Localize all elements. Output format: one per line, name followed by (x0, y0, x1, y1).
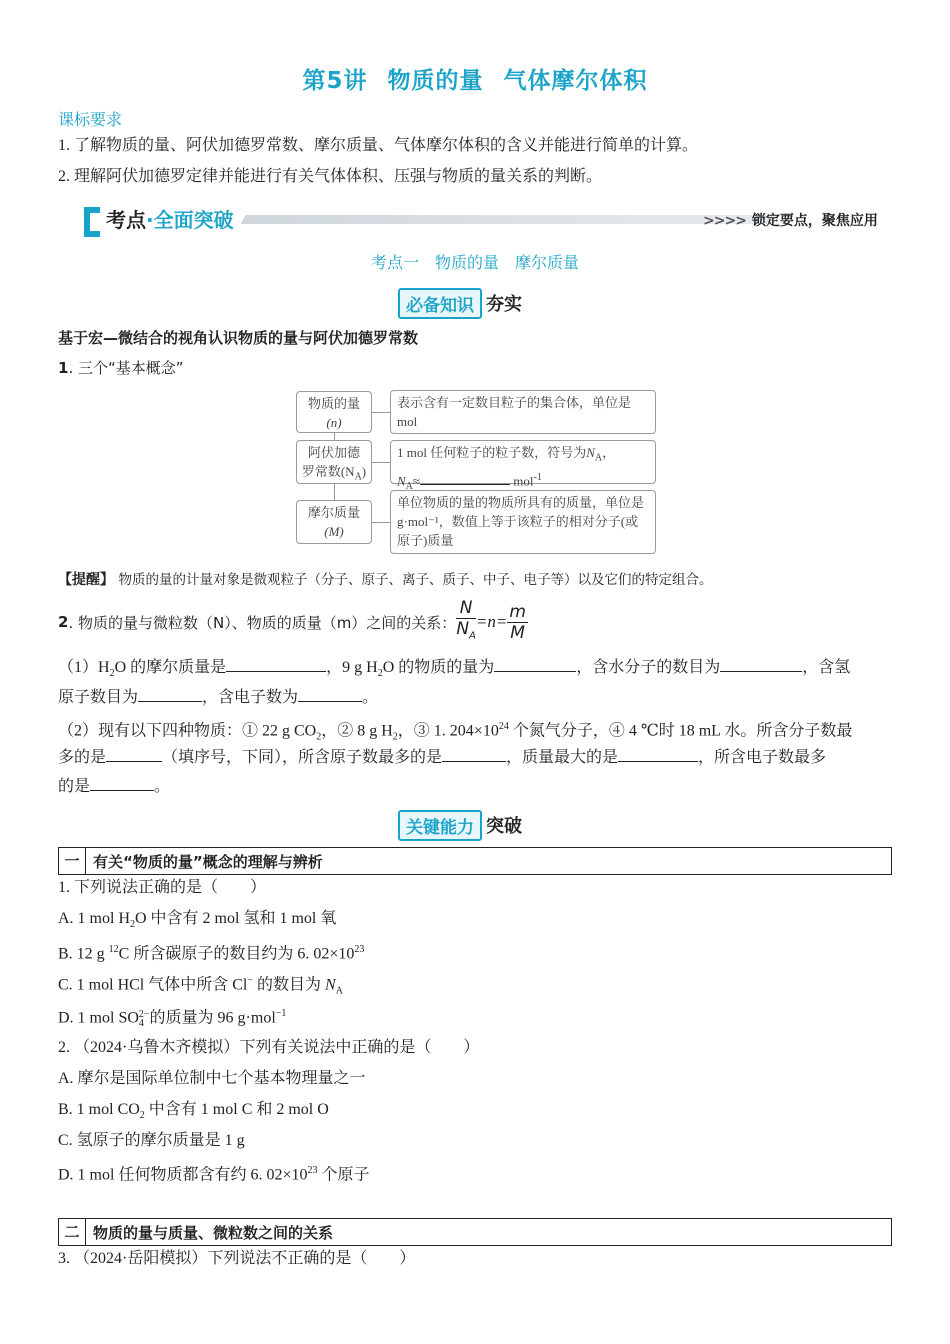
banner-slogan: >>>> 锁定要点，聚焦应用 (703, 213, 878, 229)
fill-question-1: $(1)H_2O$ 的摩尔质量是 ，9 g $H_2O$ 的物质的量为 ，含水分子的数目为 ，含氢 (58, 656, 850, 685)
title-topic-2: 气体摩尔体积 (503, 68, 648, 94)
topic-number: 二 (59, 1219, 86, 1245)
topic-box-2 (58, 1218, 892, 1246)
concept-avogadro-def: 1 mol 任何粒子的粒子数，符号为$N_A$， $N_A\approx mol^{-1}$ (390, 440, 656, 484)
section-heading: 考点一 物质的量 摩尔质量 (370, 253, 579, 272)
banner-bar (240, 215, 777, 224)
answer-blank[interactable] (720, 656, 802, 672)
knowledge-pill: 必备知识 夯实 (398, 290, 522, 316)
concept-amount-def: 表示含有一定数目粒子的集合体，单位是 mol (390, 390, 656, 434)
ability-pill: 关键能力 突破 (398, 812, 522, 838)
answer-blank[interactable] (494, 656, 576, 672)
tip-note: 【提醒】 物质的量的计量对象是微观粒子（分子、原子、离子、质子、中子、电子等）以及它们的特定组合。 (58, 572, 713, 588)
connector (372, 522, 390, 523)
topic-title: 物质的量与质量、微粒数之间的关系 (93, 1224, 334, 1242)
answer-blank[interactable] (618, 746, 698, 762)
question-3-stem: 3. （2024·岳阳模拟）下列说法不正确的是（ ） (58, 1250, 416, 1267)
requirement-item: 1. 了解物质的量、阿伏加德罗常数、摩尔质量、气体摩尔体积的含义并能进行简单的计算。 (58, 137, 699, 154)
fill-question-2-cont: 多的是 （填序号，下同），所含原子数最多的是 ，质量最大的是 ，所含电子数最多 (58, 746, 826, 769)
fill-question-2: （2）现有以下四种物质：① 22 g $CO_2$，② 8 g $H_2$，③ 1. $204\times 10^{24}$ 个氮气分子，④ 4 ℃时 18 mL 水。所含分子数最 (58, 721, 853, 743)
answer-blank[interactable] (106, 746, 162, 762)
q2-option-c[interactable]: C. 氢原子的摩尔质量是 1 g (58, 1132, 245, 1149)
question-2-stem: 2. （2024·乌鲁木齐模拟）下列有关说法中正确的是（ ） (58, 1039, 480, 1056)
answer-blank[interactable] (138, 686, 202, 702)
requirements-label: 课标要求 (58, 110, 123, 129)
answer-blank[interactable] (90, 775, 154, 791)
q1-option-b[interactable]: B. 12 g $^{12}$C 所含碳原子的数目约为 6. $02\times 10^{23}$ (58, 944, 365, 963)
banner-title: 考点·全面突破 (106, 208, 234, 232)
concept-molar-mass: 摩尔质量 (M) (296, 500, 372, 544)
page-title (0, 62, 950, 95)
concept-amount: 物质的量 (n) (296, 391, 372, 433)
section-banner (78, 203, 898, 241)
title-topic-1: 物质的量 (387, 68, 484, 94)
fill-question-1-cont: 原子数目为 ，含电子数为 。 (58, 686, 378, 709)
q1-option-a[interactable]: A. 1 mol $H_2O$ 中含有 2 mol 氢和 1 mol 氧 (58, 910, 337, 931)
question-1-stem: 1. 下列说法正确的是（ ） (58, 879, 267, 896)
arrows-icon: >>>> (703, 213, 746, 229)
fraction-m-over-m: $\frac{m}{M}$ (509, 601, 526, 643)
q2-option-d[interactable]: D. 1 mol 任何物质都含有约 6. $02\times 10^{23}$ 个原子 (58, 1165, 370, 1184)
answer-blank[interactable] (226, 656, 326, 672)
q2-option-b[interactable]: B. 1 mol $CO_2$ 中含有 1 mol C 和 2 mol O (58, 1101, 329, 1122)
topic-title: 有关“物质的量”概念的理解与辨析 (93, 853, 323, 871)
q2-option-a[interactable]: A. 摩尔是国际单位制中七个基本物理量之一 (58, 1070, 366, 1087)
connector (372, 412, 390, 413)
concept-molar-mass-def: 单位物质的量的物质所具有的质量，单位是g·mol⁻¹，数值上等于该粒子的相对分子(或原子)质量 (390, 490, 656, 554)
topic-number: 一 (59, 848, 86, 874)
concept-avogadro: 阿伏加德 罗常数$(N_A)$ (296, 440, 372, 484)
answer-blank[interactable] (420, 472, 510, 485)
intro-text: 基于宏—微结合的视角认识物质的量与阿伏加德罗常数 (58, 329, 419, 347)
lecture-number: 第5讲 (302, 68, 368, 94)
concepts-heading: 1. 三个“基本概念” (58, 359, 184, 377)
connector (334, 433, 335, 440)
fill-question-2-end: 的是 。 (58, 775, 170, 798)
q1-option-d[interactable]: D. 1 mol SO 2− 4 的质量为 96 g·mol$^{-1}$ (58, 1008, 287, 1029)
topic-box-1 (58, 847, 892, 875)
answer-blank[interactable] (442, 746, 506, 762)
q1-option-c[interactable]: C. 1 mol HCl 气体中所含 Cl− 的数目为 $N_A$ (58, 975, 343, 997)
answer-blank[interactable] (298, 686, 362, 702)
connector (334, 484, 335, 500)
fraction-n-over-na: $\frac{N}{N_A}$ (456, 598, 476, 642)
requirement-item: 2. 理解阿伏加德罗定律并能进行有关气体体积、压强与物质的量关系的判断。 (58, 168, 603, 185)
connector (372, 462, 390, 463)
relation-formula: 2 . 物质的量与微粒数（N）、物质的质量（m）之间的关系： $\frac{N}{N_A}$ =n= $\frac{m}{M}$ (58, 598, 528, 646)
